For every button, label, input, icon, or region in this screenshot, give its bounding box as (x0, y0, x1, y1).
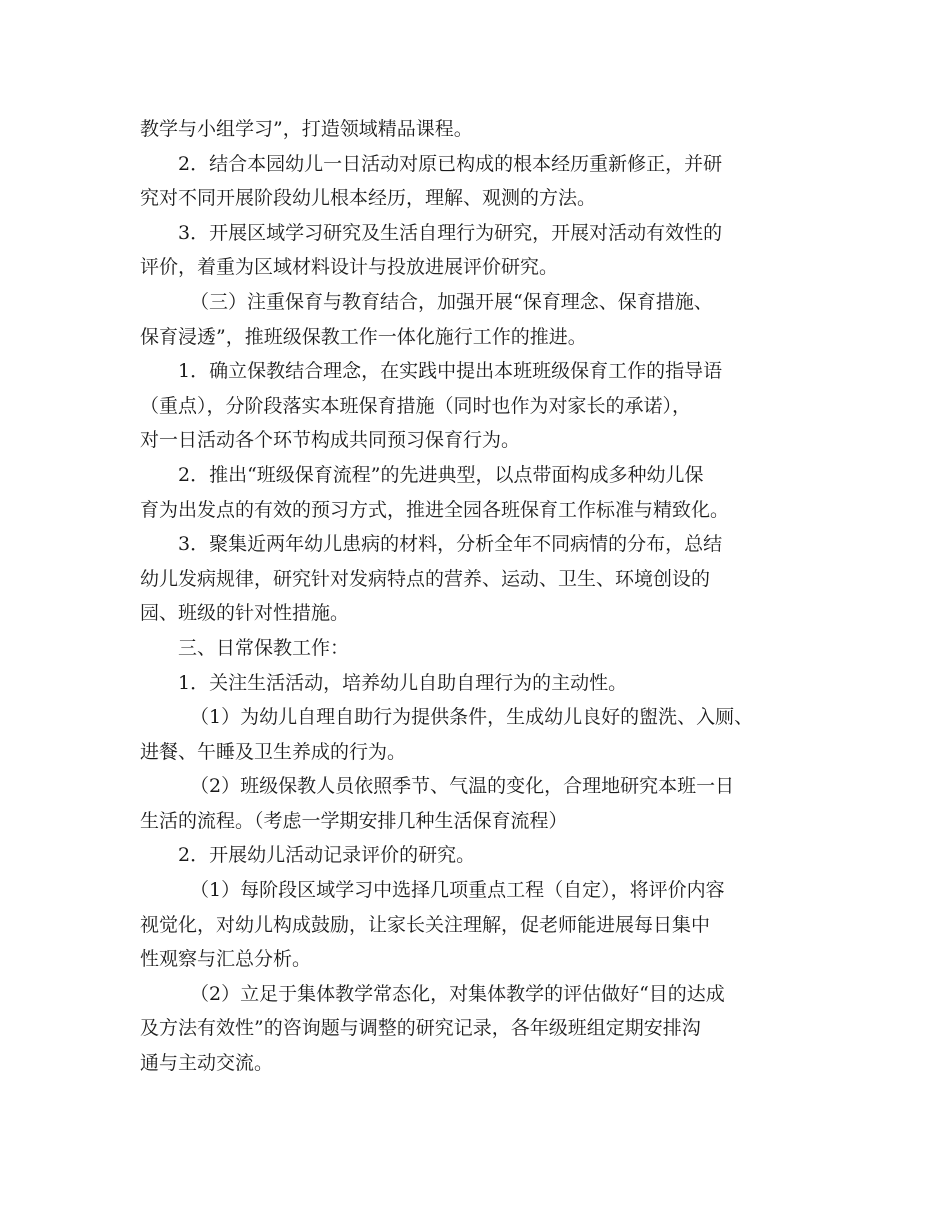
text-line: 1．关注生活活动，培养幼儿自助自理行为的主动性。 (178, 671, 628, 694)
text-line: 评价，着重为区域材料设计与投放进展评价研究。 (140, 256, 559, 279)
text-line: 3．聚集近两年幼儿患病的材料，分析全年不同病情的分布，总结 (178, 533, 723, 556)
text-line: 2．结合本园幼儿一日活动对原已构成的根本经历重新修正，并研 (178, 152, 723, 175)
text-line: 生活的流程。（考虑一学期安排几种生活保育流程） (140, 809, 568, 832)
text-line: 通与主动交流。 (140, 1052, 274, 1075)
text-line: 教学与小组学习”，打造领域精品课程。 (140, 118, 473, 140)
text-line: （1）每阶段区域学习中选择几项重点工程（自定），将评价内容 (190, 879, 725, 902)
text-line: （三）注重保育与教育结合，加强开展“保育理念、保育措施、 (190, 290, 713, 313)
text-line: 对一日活动各个环节构成共同预习保育行为。 (140, 429, 521, 452)
text-line: 3．开展区域学习研究及生活自理行为研究，开展对活动有效性的 (178, 221, 723, 244)
text-line: （1）为幼儿自理自助行为提供条件，生成幼儿良好的盥洗、入厕、 (190, 706, 754, 729)
text-line: （重点），分阶段落实本班保育措施（同时也作为对家长的承诺）， (140, 394, 692, 417)
text-line: 2．开展幼儿活动记录评价的研究。 (178, 844, 476, 867)
text-line: 2．推出“班级保育流程”的先进典型，以点带面构成多种幼儿保 (178, 463, 704, 486)
text-line: 保育浸透”，推班级保教工作一体化施行工作的推进。 (140, 325, 587, 348)
text-line: 育为出发点的有效的预习方式，推进全园各班保育工作标准与精致化。 (140, 498, 730, 521)
text-line: 园、班级的针对性措施。 (140, 602, 350, 625)
text-line: （2）班级保教人员依照季节、气温的变化，合理地研究本班一日 (190, 775, 735, 798)
text-line: 幼儿发病规律，研究针对发病特点的营养、运动、卫生、环境创设的 (140, 567, 711, 590)
text-line: 性观察与汇总分析。 (140, 948, 312, 971)
text-line: 进餐、午睡及卫生养成的行为。 (140, 740, 407, 763)
text-line: （2）立足于集体教学常态化，对集体教学的评估做好“目的达成 (190, 982, 725, 1005)
document-body (140, 112, 820, 1081)
text-line: 究对不同开展阶段幼儿根本经历，理解、观测的方法。 (140, 187, 597, 210)
text-line: 视觉化，对幼儿构成鼓励，让家长关注理解，促老师能进展每日集中 (140, 913, 711, 936)
text-line: 及方法有效性”的咨询题与调整的研究记录，各年级班组定期安排沟 (140, 1017, 701, 1040)
text-line: 1．确立保教结合理念，在实践中提出本班班级保育工作的指导语 (178, 360, 723, 383)
text-line: 三、日常保教工作： (178, 636, 350, 659)
